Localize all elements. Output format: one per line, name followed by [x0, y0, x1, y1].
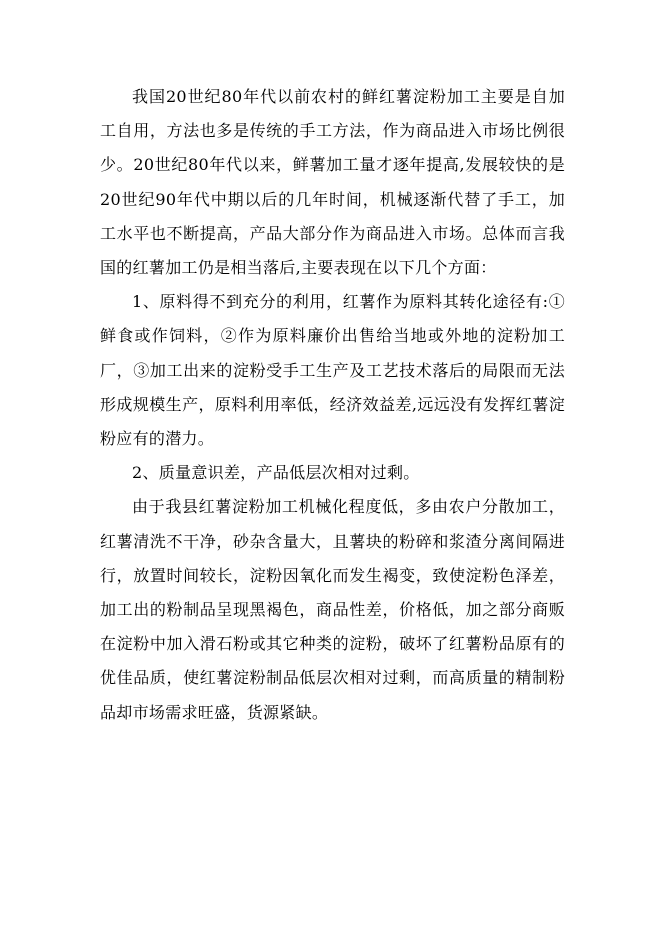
- paragraph-intro: 我国20世纪80年代以前农村的鲜红薯淀粉加工主要是自加工自用，方法也多是传统的手工方法，作为商品进入市场比例很少。20世纪80年代以来，鲜薯加工量才逐年提高,发展较快的是20世纪90年代中期以后的几年时间，机械逐渐代替了手工，加工水平也不断提高，产品大部分作为商品进入市场。总体而言我国的红薯加工仍是相当落后,主要表现在以下几个方面：: [100, 87, 565, 278]
- paragraph-point-1: 1、原料得不到充分的利用，红薯作为原料其转化途径有:①鲜食或作饲料，②作为原料廉价出售给当地或外地的淀粉加工厂，③加工出来的淀粉受手工生产及工艺技术落后的局限而无法形成规模生产，原料利用率低，经济效益差,远远没有发挥红薯淀粉应有的潜力。: [100, 292, 565, 449]
- document-body: [100, 80, 565, 730]
- paragraph-point-2-heading: 2、质量意识差，产品低层次相对过剩。: [132, 463, 420, 483]
- paragraph-point-2-detail: 由于我县红薯淀粉加工机械化程度低，多由农户分散加工，红薯清洗不干净，砂杂含量大，且薯块的粉碎和浆渣分离间隔进行，放置时间较长，淀粉因氧化而发生褐变，致使淀粉色泽差，加工出的粉制品呈现黑褐色，商品性差，价格低，加之部分商贩在淀粉中加入滑石粉或其它种类的淀粉，破坏了红薯粉品原有的优佳品质，使红薯淀粉制品低层次相对过剩，而高质量的精制粉品却市场需求旺盛，货源紧缺。: [100, 497, 565, 722]
